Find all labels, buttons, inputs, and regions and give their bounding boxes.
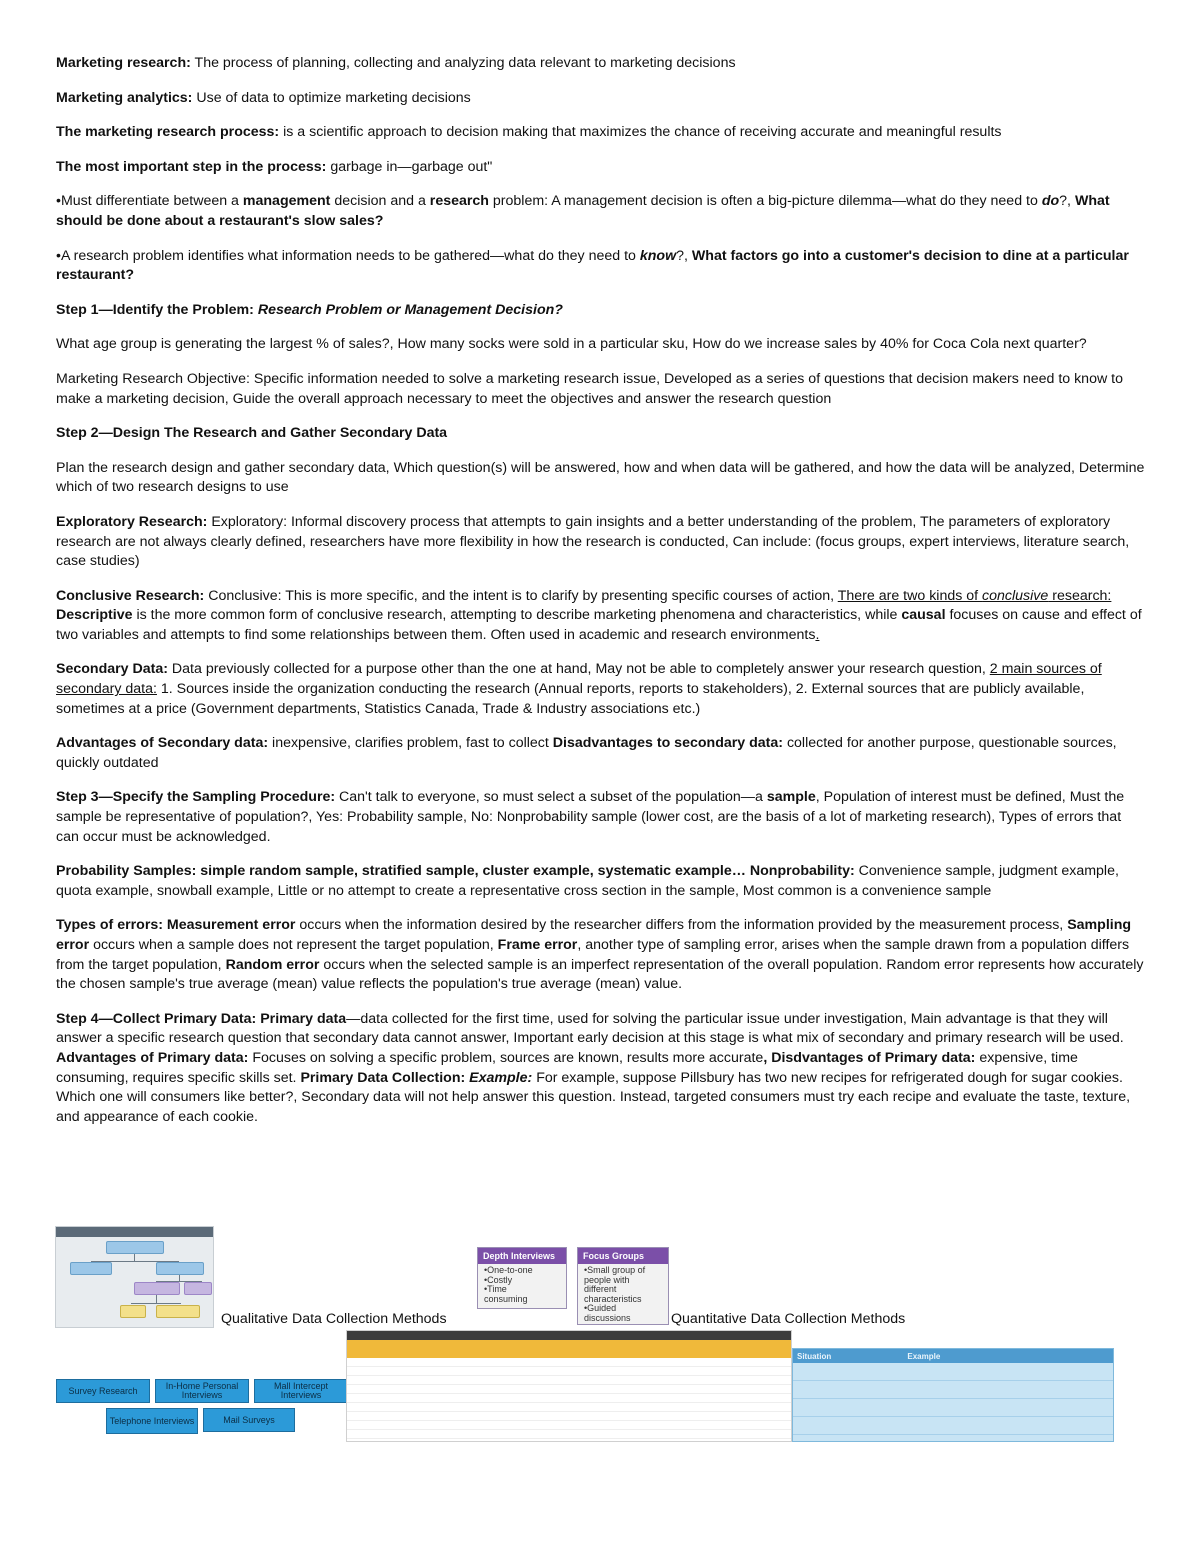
table-cell [717,1439,791,1443]
term: Types of errors: Measurement error [56,917,296,934]
text: , another type of sampling error, arises when the sample drawn from a population differs from the target population, [56,937,1130,973]
list-item: •Costly [484,1274,513,1285]
bold-text: , Disdvantages of Primary data: [763,1049,976,1066]
list-item: •Small group of [584,1265,646,1275]
table-cell [347,1394,421,1403]
bold-text: Random error [225,956,320,973]
mall-intercept-box: Mall Intercept Interviews [254,1379,348,1403]
table-cell [643,1439,717,1443]
table-cell [421,1412,495,1421]
table-cell [421,1421,495,1430]
table-row [347,1367,791,1376]
diagram-node [134,1282,180,1295]
table-cell [495,1376,569,1385]
table-cell [717,1412,791,1421]
table-row [347,1385,791,1394]
bold-text: Descriptive [56,607,133,624]
term: Conclusive Research: [56,587,205,604]
table-cell [643,1385,717,1394]
heading-text: Step 3—Specify the Sampling Procedure: [56,789,336,806]
term: Marketing analytics: [56,89,193,106]
definition: Convenience sample, judgment example, quota example, snowball example, Little or no attempt to create a representative cross section in the sample, Most common is a convenience sample [56,863,1119,899]
table-cell [421,1376,495,1385]
table-cell [643,1403,717,1412]
observation-situations-table [792,1348,1114,1442]
focus-groups-box [577,1247,669,1325]
bullet-management-decision [56,192,1146,231]
connector [134,1253,135,1261]
in-home-interviews-box: In-Home Personal Interviews [155,1379,249,1403]
column-header: Situation [793,1349,903,1363]
diagram-node [70,1262,112,1275]
table-row [347,1439,791,1443]
table-cell [347,1412,421,1421]
column-header [495,1340,569,1358]
table-cell [643,1358,717,1367]
table-cell [903,1399,1113,1417]
table-title-bar [347,1331,791,1340]
emphasis: do [1041,193,1060,210]
table-row [347,1394,791,1403]
text: •Must differentiate between a [56,193,243,210]
table-cell [347,1430,421,1439]
document-body [56,54,1146,1142]
table-row [347,1430,791,1439]
column-header [643,1340,717,1358]
table-cell [495,1430,569,1439]
text: , Population of interest must be defined, Must the sample be representative of population?, Yes: Probability sample, No: Nonprobability sample (lower cost, are the basis of a lot of marketing research), Types of errors that can occur must be acknowledged. [56,789,1125,845]
underlined-text: . [815,626,820,643]
step-1-examples: What age group is generating the largest % of sales?, How many socks were sold in a particular sku, How do we increase sales by 40% for Coca Cola next quarter? [56,336,1087,353]
table-row [793,1417,1113,1435]
text: decision and a [330,193,430,210]
table-cell [643,1412,717,1421]
step-3-sampling [56,788,1146,847]
list-item: consuming [484,1293,528,1304]
box-title: Depth Interviews [478,1248,566,1264]
table-cell [793,1399,903,1417]
def-marketing-analytics [56,89,1146,109]
def-research-process [56,123,1146,143]
list-item: •Time [484,1284,507,1294]
table-cell [347,1403,421,1412]
table-cell [421,1385,495,1394]
table-cell [569,1412,643,1421]
bold-text: Primary Data Collection: [300,1069,466,1086]
table-cell [569,1421,643,1430]
underlined-italic-text: conclusive [982,587,1049,604]
table-cell [421,1439,495,1443]
survey-comparison-table [346,1330,792,1442]
diagram-node [184,1282,212,1295]
table-cell [421,1367,495,1376]
table-cell [643,1421,717,1430]
table-cell [793,1363,903,1381]
text: inexpensive, clarifies problem, fast to collect [268,735,553,752]
table-cell [643,1394,717,1403]
definition: Use of data to optimize marketing decisions [192,89,471,106]
types-of-errors [56,916,1146,994]
column-header [347,1340,421,1358]
emphasis: Example: [465,1069,533,1086]
term: Secondary Data: [56,661,168,678]
definition: The process of planning, collecting and analyzing data relevant to marketing decisions [190,55,736,71]
def-most-important-step [56,158,1146,178]
table-cell [421,1394,495,1403]
table-cell [495,1403,569,1412]
table-cell [569,1394,643,1403]
list-item: discussions [584,1312,631,1323]
table-row [347,1421,791,1430]
table-cell [421,1403,495,1412]
table-cell [569,1430,643,1439]
table-cell [717,1385,791,1394]
telephone-interviews-box: Telephone Interviews [106,1408,198,1434]
quantitative-caption: Quantitative Data Collection Methods [671,1311,906,1327]
qualitative-caption: Qualitative Data Collection Methods [221,1311,447,1327]
text: occurs when the selected sample is an imperfect representation of the overall population. Random error represents how accurately the chosen sample's true average (mean) value reflects the population's true average (mean) value. [56,956,1144,993]
emphasis: Research Problem or Management Decision? [253,301,563,318]
table-cell [347,1385,421,1394]
bold-text: Frame error [497,937,578,953]
table-row [347,1358,791,1367]
heading-text: Step 4—Collect Primary Data: Primary data [56,1010,347,1027]
table-cell [495,1367,569,1376]
box-list [478,1266,566,1304]
text: ?, [1059,193,1075,210]
exploratory-research [56,513,1146,572]
table-cell [793,1417,903,1435]
def-marketing-research [56,54,1146,74]
table-cell [495,1358,569,1367]
table-row [347,1412,791,1421]
table-cell [421,1358,495,1367]
bold-text: management [242,193,331,210]
diagram-node [106,1241,164,1254]
table-cell [495,1394,569,1403]
situations-table [793,1349,1113,1435]
table-cell [717,1367,791,1376]
table-cell [903,1363,1113,1381]
table-cell [793,1381,903,1399]
text: ?, [676,247,692,264]
diagram-node [156,1305,200,1318]
bold-text: sample [766,789,816,806]
step-4-primary-data [56,1010,1146,1128]
text: Data previously collected for a purpose other than the one at hand, May not be able to completely answer your research question, [167,661,990,678]
list-item: characteristics [584,1293,642,1304]
table-cell [717,1430,791,1439]
term: The most important step in the process: [56,158,327,175]
table-cell [495,1439,569,1443]
bold-text: Sampling error [56,917,1132,953]
bold-text: causal [901,607,946,624]
text: occurs when a sample does not represent the target population, [89,937,498,953]
table-cell [347,1367,421,1376]
heading-text: Step 1—Identify the Problem: [56,301,254,318]
bold-question: What should be done about a restaurant's slow sales? [56,193,1110,229]
table-row [793,1363,1113,1381]
conclusive-research [56,587,1146,646]
column-header [717,1340,791,1358]
table-cell [643,1367,717,1376]
table-cell [643,1430,717,1439]
table-row [347,1403,791,1412]
research-objective: Marketing Research Objective: Specific information needed to solve a marketing research issue, Developed as a series of questions that decision makers need to know to make a marketing decision, Guide the overall approach necessary to meet the objectives and answer the research question [56,370,1123,407]
text: expensive, time consuming, requires specific skills set. [56,1049,1078,1086]
table-cell [569,1385,643,1394]
text: Can't talk to everyone, so must select a subset of the population—a [335,789,767,806]
primary-data-types-diagram [55,1226,214,1328]
table-header-row [793,1349,1113,1363]
emphasis: know [639,247,677,264]
step-1-heading [56,301,1146,321]
step-2-description: Plan the research design and gather secondary data, Which question(s) will be answered, how and when data will be gathered, and how the data will be analyzed, Determine which of two research designs to use [56,459,1145,496]
bold-question: What factors go into a customer's decision to dine at a particular restaurant? [56,247,1129,284]
table-header-row [347,1340,791,1358]
text: focuses on cause and effect of two variables and attempts to find some relationships between them. Often used in academic and research environments [56,607,1142,643]
definition: Exploratory: Informal discovery process that attempts to gain insights and a better understanding of the problem, The parameters of exploratory research are not always clearly defined, researchers have more flexibility in how the research is conducted, Can include: (focus groups, expert interviews, literature search, case studies) [56,513,1130,570]
table-row [793,1399,1113,1417]
table-cell [569,1376,643,1385]
table-cell [495,1412,569,1421]
term: Exploratory Research: [56,513,208,530]
list-item: different [584,1284,617,1294]
definition: garbage in—garbage out" [326,158,493,175]
table-cell [643,1376,717,1385]
text: occurs when the information desired by the researcher differs from the information provided by the measurement process, [295,917,1068,934]
text: For example, suppose Pillsbury has two new recipes for refrigerated dough for sugar cookies. Which one will consumers like better?, Secondary data will not help answer this question. Instead, targeted consumers must try each recipe and evaluate the taste, texture, and appearance of each cookie. [56,1069,1131,1125]
table-cell [569,1358,643,1367]
box-list [578,1266,668,1323]
table-cell [717,1376,791,1385]
secondary-data [56,660,1146,719]
table-row [347,1376,791,1385]
table-row [793,1381,1113,1399]
text: problem: A management decision is often a big-picture dilemma—what do they need to [488,193,1042,210]
survey-research-box: Survey Research [56,1379,150,1403]
column-header [421,1340,495,1358]
underlined-text: research: [1048,587,1112,604]
table-cell [569,1439,643,1443]
sample-types [56,862,1146,901]
text: •A research problem identifies what information needs to be gathered—what do they need to [56,247,640,264]
term: Disadvantages to secondary data: [552,735,783,752]
table-cell [347,1376,421,1385]
bold-text: research [429,193,489,210]
mail-surveys-box: Mail Surveys [203,1408,295,1432]
term: Probability Samples: simple random sample, stratified sample, cluster example, systematic example… Nonprobability: [56,863,855,880]
text: collected for another purpose, questionable sources, quickly outdated [56,735,1117,771]
text: 1. Sources inside the organization conducting the research (Annual reports, reports to stakeholders), 2. External sources that are publicly available, sometimes at a price (Government departments, Statistics Canada, Trade & Industry associations etc.) [56,681,1085,717]
list-item: •Guided [584,1303,617,1313]
table-cell [717,1403,791,1412]
depth-interviews-box [477,1247,567,1309]
text: —data collected for the first time, used for solving the particular issue under investigation, Main advantage is that they will answer a specific research question that secondary data cannot answer, Important early decision at this stage is what mix of secondary and primary research will be used. [56,1010,1124,1047]
secondary-data-pros-cons [56,734,1146,773]
bold-text: Advantages of Primary data: [56,1049,249,1066]
diagram-header-bar [56,1227,213,1237]
table-cell [495,1385,569,1394]
term: The marketing research process: [56,124,280,141]
table-cell [347,1439,421,1443]
table-cell [569,1403,643,1412]
table-cell [347,1421,421,1430]
underlined-text: There are two kinds of [837,587,983,604]
text: is the more common form of conclusive research, attempting to describe marketing phenomena and characteristics, while [132,607,902,624]
table-cell [717,1421,791,1430]
connector [131,1303,181,1304]
term: Advantages of Secondary data: [56,735,269,752]
table-cell [569,1367,643,1376]
table-cell [347,1358,421,1367]
term: Marketing research: [56,55,191,71]
text: Focuses on solving a specific problem, sources are known, results more accurate [248,1049,764,1066]
underlined-text: 2 main sources of secondary data: [56,661,1102,698]
diagram-node [120,1305,146,1318]
table-cell [903,1381,1113,1399]
box-title: Focus Groups [578,1248,668,1264]
diagram-node [156,1262,204,1275]
definition: is a scientific approach to decision making that maximizes the chance of receiving accurate and meaningful results [279,124,1002,141]
table-cell [495,1421,569,1430]
column-header: Example [903,1349,1113,1363]
column-header [569,1340,643,1358]
list-item: people with [584,1274,630,1285]
table-cell [421,1430,495,1439]
list-item: •One-to-one [484,1265,533,1275]
table-cell [717,1394,791,1403]
table-cell [717,1358,791,1367]
bullet-research-problem [56,247,1146,286]
comparison-table [347,1340,791,1442]
table-cell [903,1417,1113,1435]
text: Conclusive: This is more specific, and the intent is to clarify by presenting specific courses of action, [204,587,838,604]
step-2-heading: Step 2—Design The Research and Gather Secondary Data [56,425,448,442]
